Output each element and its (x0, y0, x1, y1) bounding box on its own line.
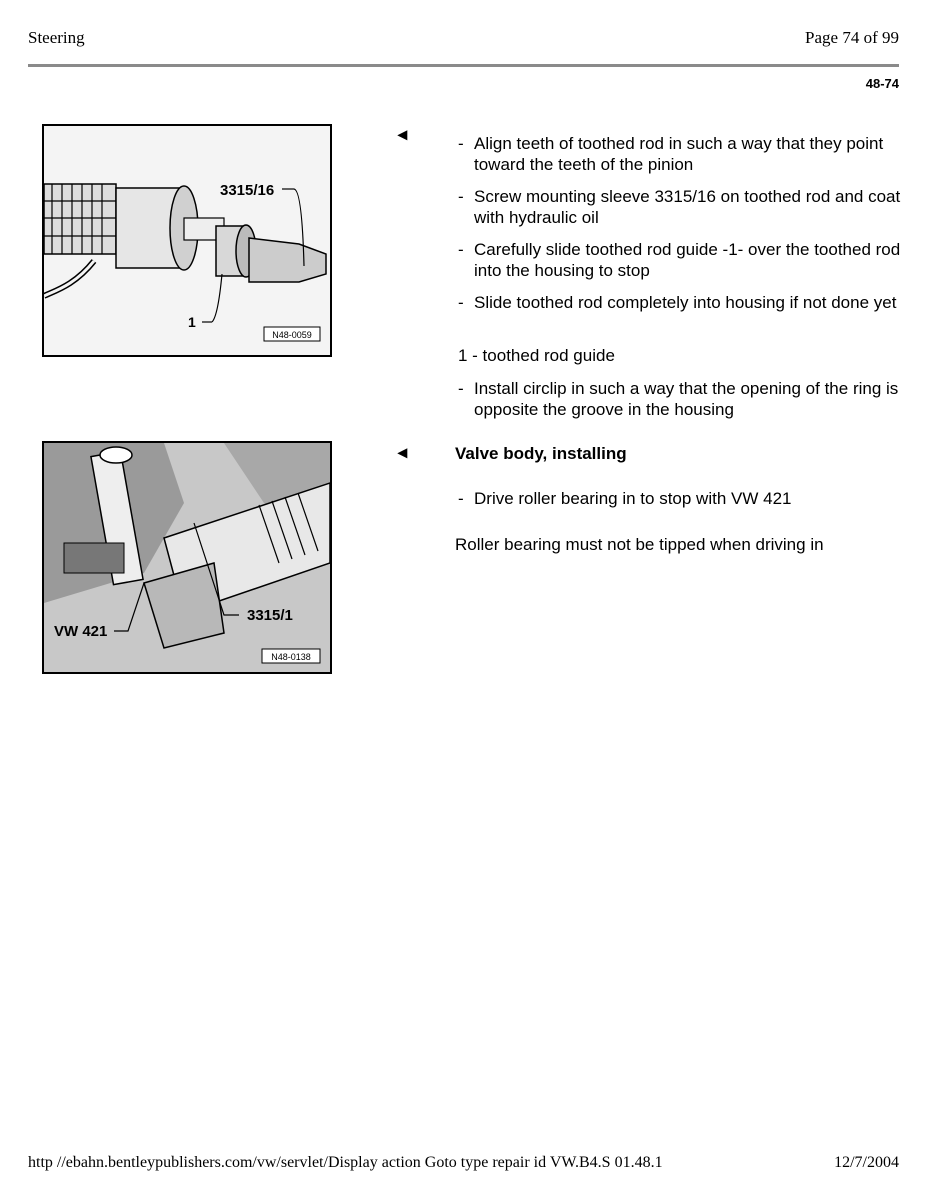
figure-toothed-rod (42, 124, 332, 357)
footer-url: http //ebahn.bentleypublishers.com/vw/servlet/Display action Goto type repair id VW.B4.S 01.48.1 (28, 1154, 663, 1171)
toothed-rod-illustration (44, 126, 330, 355)
list-item: - Carefully slide toothed rod guide -1- over the toothed rod into the housing to stop (458, 240, 901, 280)
figure2-tool-label: 3315/1 (247, 607, 293, 624)
section-heading: Valve body, installing (455, 444, 627, 463)
page-footer (28, 1154, 899, 1172)
note-text: Roller bearing must not be tipped when driving in (455, 535, 824, 554)
figure2-drift-label: VW 421 (54, 623, 108, 640)
legend-item: 1 - toothed rod guide (458, 346, 615, 365)
document-title: Steering (28, 28, 85, 47)
figure1-code: N48-0059 (272, 330, 312, 340)
list-item: - Screw mounting sleeve 3315/16 on toothed rod and coat with hydraulic oil (458, 187, 901, 227)
list-item: - Install circlip in such a way that the opening of the ring is opposite the groove in the housing (458, 379, 899, 419)
figure1-part-label: 1 (188, 314, 196, 330)
section-number: 48-74 (865, 76, 899, 91)
footer-date: 12/7/2004 (834, 1154, 899, 1171)
list-item: - Drive roller bearing in to stop with VW 421 (458, 489, 792, 508)
header-divider (28, 64, 899, 67)
pointer-arrow-icon: ◂ (398, 124, 408, 144)
figure2-code: N48-0138 (271, 652, 311, 662)
pointer-arrow-icon: ◂ (398, 442, 408, 462)
page-counter: Page 74 of 99 (805, 28, 899, 47)
list-item: - Slide toothed rod completely into housing if not done yet (458, 293, 897, 312)
valve-body-illustration (44, 443, 330, 672)
figure1-tool-label: 3315/16 (220, 182, 275, 199)
list-item: - Align teeth of toothed rod in such a way that they point toward the teeth of the pinion (458, 134, 884, 174)
figure-valve-body (42, 441, 332, 674)
